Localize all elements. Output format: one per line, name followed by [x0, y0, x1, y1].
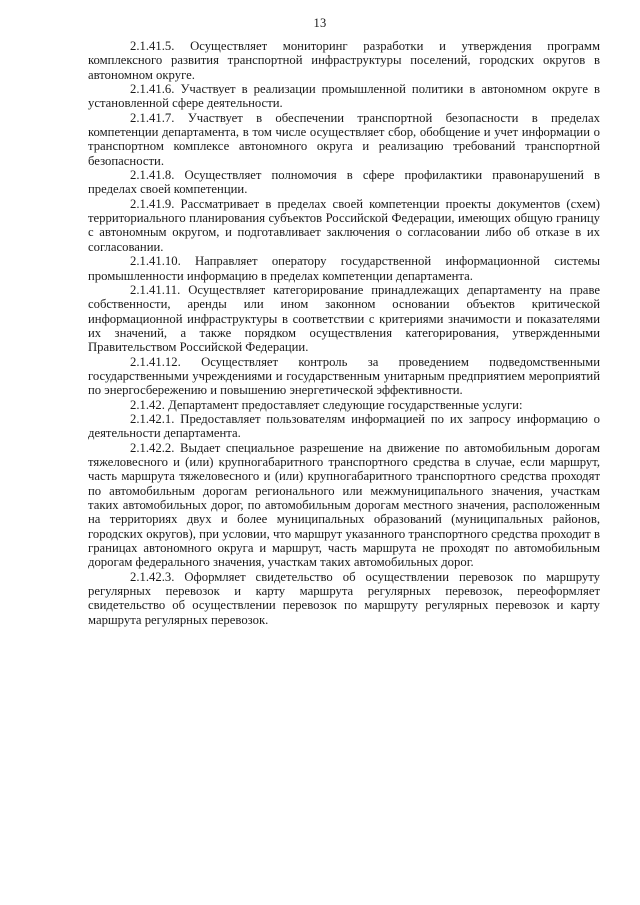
paragraph-2-1-41-5: 2.1.41.5. Осуществляет мониторинг разработки и утверждения программ комплексного развития транспортной инфраструктуры поселений, городских округов в автономном округе. [88, 39, 600, 82]
paragraph-2-1-41-7: 2.1.41.7. Участвует в обеспечении транспортной безопасности в пределах компетенции департамента, в том числе осуществляет сбор, обобщение и учет информации о транспортном комплексе автономного округа и реализацию требований транспортной безопасности. [88, 110, 600, 168]
document-body [88, 39, 600, 627]
page-number: 13 [313, 16, 327, 30]
paragraph-2-1-41-8: 2.1.41.8. Осуществляет полномочия в сфере профилактики правонарушений в пределах своей компетенции. [88, 168, 600, 197]
paragraph-2-1-42-1: 2.1.42.1. Предоставляет пользователям информацией по их запросу информацию о деятельности департамента. [88, 411, 600, 441]
paragraph-2-1-41-9: 2.1.41.9. Рассматривает в пределах своей компетенции проекты документов (схем) территориального планирования субъектов Российской Федерации, имеющих общую границу с автономным округом, и подготавливает заключения о согласовании либо об отказе в их согласовании. [88, 196, 600, 254]
paragraph-2-1-42: 2.1.42. Департамент предоставляет следующие государственные услуги: [130, 397, 523, 412]
paragraph-2-1-42-3: 2.1.42.3. Оформляет свидетельство об осуществлении перевозок по маршруту регулярных перевозок и карту маршрута регулярных перевозок, переоформляет свидетельство об осуществлении перевозок по маршруту регулярных перевозок и карту маршрута регулярных перевозок. [88, 569, 600, 627]
paragraph-2-1-41-10: 2.1.41.10. Направляет оператору государственной информационной системы промышленности информацию в пределах компетенции департамента. [88, 254, 600, 283]
paragraph-2-1-41-12: 2.1.41.12. Осуществляет контроль за проведением подведомственными государственными учреждениями и государственным унитарным предприятием мероприятий по энергосбережению и повышению энергетической эффективности. [88, 354, 600, 398]
paragraph-2-1-42-2: 2.1.42.2. Выдает специальное разрешение на движение по автомобильным дорогам тяжеловесного и (или) крупногабаритного транспортного средства в случае, если маршрут, часть маршрута тяжеловесного и (или) крупногабаритного транспортного средства проходят по автомобильным дорогам регионального или межмуниципального значения, участкам таких автомобильных дорог, по автомобильным дорогам местного значения, расположенным на территориях двух и более муниципальных образований (муниципальных районов, городских округов), при условии, что маршрут указанного транспортного средства проходит в границах автономного округа и маршрут, часть маршрута не проходят по автомобильным дорогам федерального значения, участкам таких автомобильных дорог. [88, 440, 600, 570]
paragraph-2-1-41-6: 2.1.41.6. Участвует в реализации промышленной политики в автономном округе в установленной сфере деятельности. [88, 82, 600, 111]
paragraph-2-1-41-11: 2.1.41.11. Осуществляет категорирование принадлежащих департаменту на праве собственности, аренды или ином законном основании объектов критической информационной инфраструктуры в соответствии с критериями значимости и показателями их значений, а также порядком осуществления категорирования, утвержденными Правительством Российской Федерации. [88, 282, 600, 355]
